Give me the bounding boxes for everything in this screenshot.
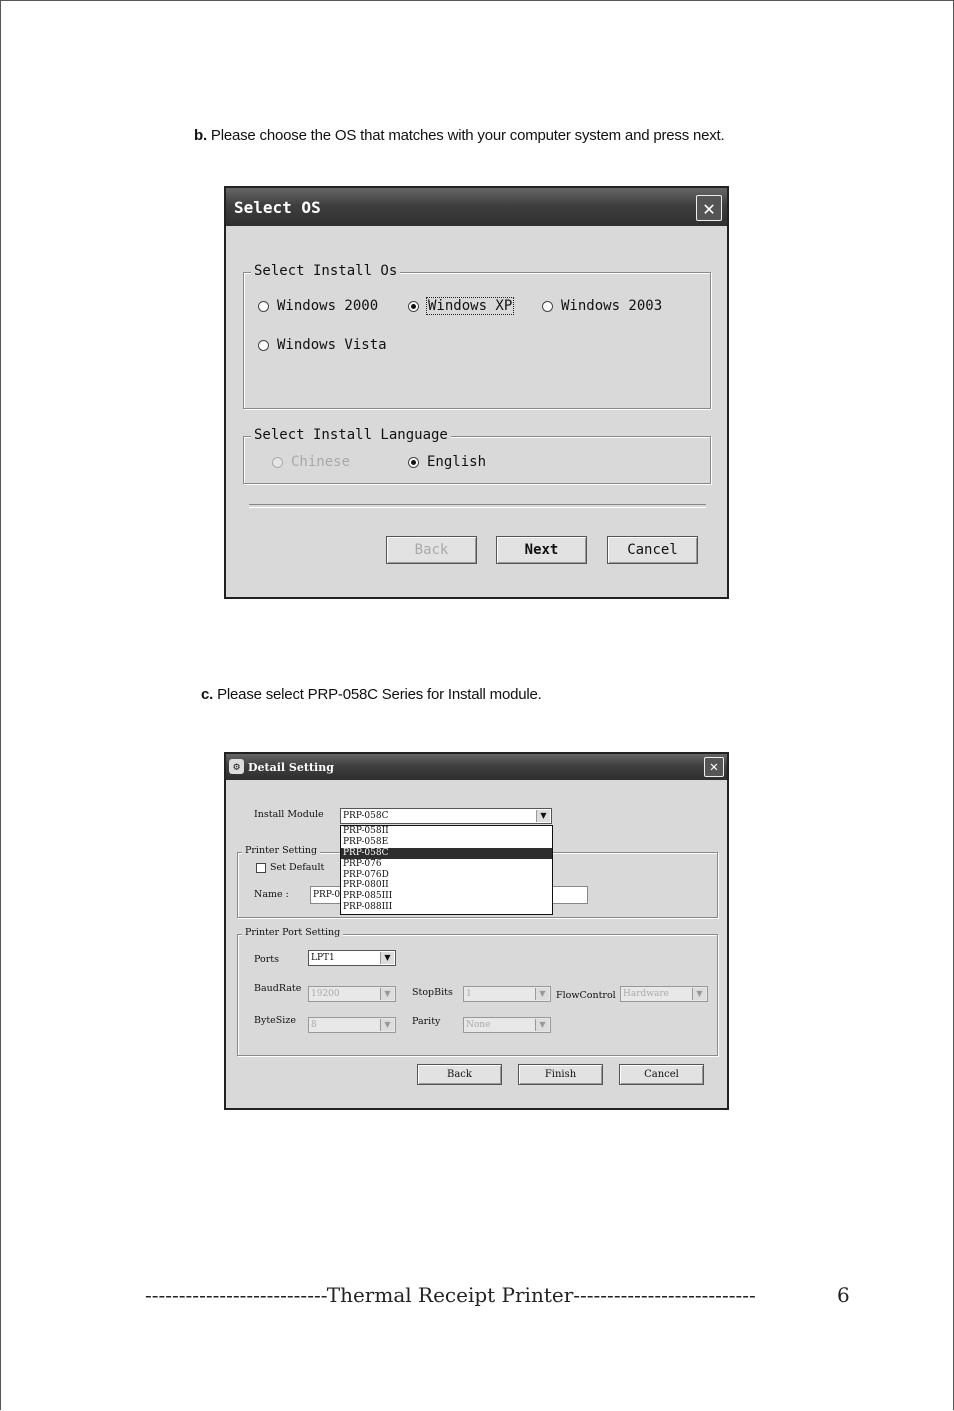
printer-port-setting-legend: Printer Port Setting [242,927,343,938]
module-option-selected[interactable]: PRP-058C [341,848,552,859]
step-b-caption [194,127,725,144]
cancel-button[interactable]: Cancel [619,1064,704,1085]
footer-title: Thermal Receipt Printer [326,1283,574,1307]
radio-selected-icon [408,301,419,312]
radio-icon [258,340,269,351]
set-default-checkbox[interactable] [256,863,266,873]
chevron-down-icon[interactable]: ▼ [535,1019,549,1031]
step-c-text: Please select PRP-058C Series for Install module. [217,686,542,703]
module-option[interactable]: PRP-076 [343,858,382,869]
step-c-letter: c. [201,686,214,703]
module-option[interactable]: PRP-058E [343,836,389,847]
name-label: Name : [254,889,289,900]
detail-setting-title: Detail Setting [248,761,334,774]
install-module-label: Install Module [254,809,324,820]
name-field[interactable]: PRP-0 [310,886,346,904]
ports-label: Ports [254,954,279,965]
install-os-legend: Select Install Os [251,263,400,279]
chevron-down-icon[interactable]: ▼ [380,1019,394,1031]
finish-button[interactable]: Finish [518,1064,603,1085]
chevron-down-icon[interactable]: ▼ [536,810,550,822]
radio-windows-xp[interactable]: Windows XP [408,298,513,314]
app-icon: ⚙ [229,759,244,774]
radio-windows-vista[interactable]: Windows Vista [258,337,387,353]
back-button[interactable]: Back [386,536,477,564]
page-footer [145,1283,815,1307]
flowcontrol-label: FlowControl [556,990,616,1001]
radio-english[interactable]: English [408,454,486,470]
set-default-label: Set Default [270,862,325,873]
chevron-down-icon[interactable]: ▼ [380,988,394,1000]
chevron-down-icon[interactable]: ▼ [692,988,706,1000]
bytesize-label: ByteSize [254,1015,296,1026]
next-button[interactable]: Next [496,536,587,564]
step-b-letter: b. [194,127,207,144]
close-icon[interactable]: ✕ [696,195,722,221]
footer-dashes-left: --------------------------- [145,1283,327,1307]
radio-windows-2000[interactable]: Windows 2000 [258,298,378,314]
parity-select[interactable]: None ▼ [463,1017,551,1033]
radio-chinese[interactable]: Chinese [272,454,350,470]
radio-icon [542,301,553,312]
step-b-text: Please choose the OS that matches with your computer system and press next. [210,127,725,144]
close-icon[interactable]: ✕ [704,757,724,777]
back-button[interactable]: Back [417,1064,502,1085]
select-os-titlebar[interactable] [226,188,727,226]
ports-select[interactable]: LPT1 ▼ [308,950,396,966]
baudrate-select[interactable]: 19200 ▼ [308,986,396,1002]
printer-setting-legend: Printer Setting [242,845,320,856]
radio-icon [272,457,283,468]
stopbits-label: StopBits [412,987,453,998]
module-option[interactable]: PRP-088III [343,902,393,913]
cancel-button[interactable]: Cancel [607,536,698,564]
chevron-down-icon[interactable]: ▼ [535,988,549,1000]
module-option[interactable]: PRP-085III [343,891,393,902]
page-number: 6 [837,1283,850,1307]
bytesize-select[interactable]: 8 ▼ [308,1017,396,1033]
step-c-caption [201,686,542,703]
install-language-legend: Select Install Language [251,427,451,443]
install-module-select[interactable]: PRP-058C ▼ [340,808,552,824]
radio-selected-icon [408,457,419,468]
footer-dashes-right: --------------------------- [573,1283,756,1307]
module-dropdown-list[interactable] [340,825,553,915]
baudrate-label: BaudRate [254,983,302,994]
parity-label: Parity [412,1016,441,1027]
chevron-down-icon[interactable]: ▼ [380,952,394,964]
radio-windows-2003[interactable]: Windows 2003 [542,298,662,314]
detail-setting-titlebar[interactable] [226,754,727,780]
detail-setting-dialog [224,752,729,1110]
separator [249,504,706,508]
select-os-title: Select OS [234,198,321,217]
module-option[interactable]: PRP-058II [343,826,389,836]
module-option[interactable]: PRP-080II [343,880,389,891]
radio-icon [258,301,269,312]
name-field-end[interactable] [552,886,588,904]
select-os-dialog [224,186,729,599]
stopbits-select[interactable]: 1 ▼ [463,986,551,1002]
flowcontrol-select[interactable]: Hardware ▼ [620,986,708,1002]
module-option[interactable]: PRP-076D [343,869,389,880]
